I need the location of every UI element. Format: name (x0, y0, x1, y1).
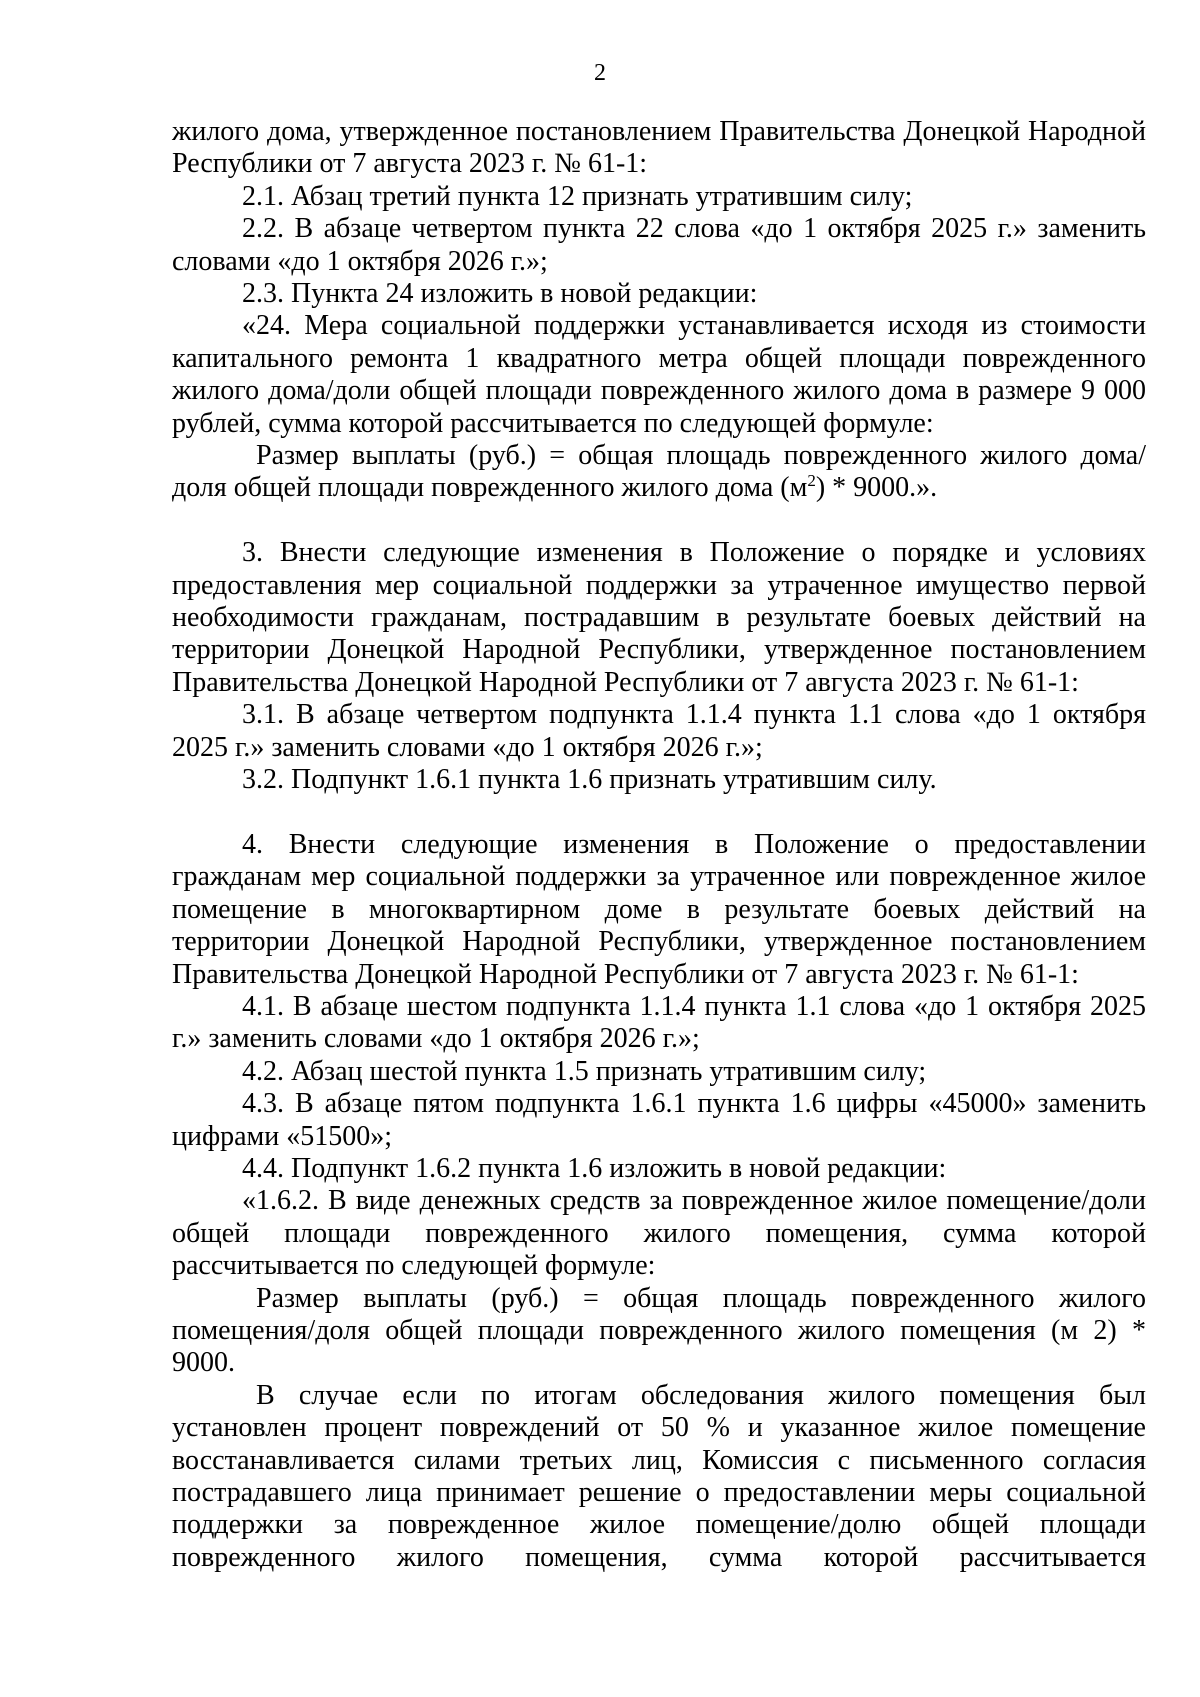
document-body (172, 116, 1146, 1574)
paragraph-4-1: 4.1. В абзаце шестом подпункта 1.1.4 пункта 1.1 слова «до 1 октября 2025 г.» заменить словами «до 1 октября 2026 г.»; (172, 990, 1146, 1055)
formula-house-tail: ) * 9000.». (815, 472, 938, 504)
paragraph-1-6-2-new-wording: «1.6.2. В виде денежных средств за поврежденное жилое помещение/доли общей площади поврежденного жилого помещения, сумма которой рассчитывается по следующей формуле: (172, 1185, 1146, 1282)
paragraph-third-party-restoration: В случае если по итогам обследования жилого помещения был установлен процент повреждений от 50 % и указанное жилое помещение восстанавливается силами третьих лиц, Комиссия с письменного согласия пострадавшего лица принимает решение о предоставлении меры социальной поддержки за поврежденное жилое помещение/долю общей площади поврежденного жилого помещения, сумма которой рассчитывается (172, 1379, 1146, 1573)
paragraph-2-3: 2.3. Пункта 24 изложить в новой редакции: (242, 278, 758, 310)
paragraph-3: 3. Внести следующие изменения в Положение о порядке и условиях предоставления мер социальной поддержки за утраченное имущество первой необходимости гражданам, пострадавшим в результате боевых действий на территории Донецкой Народной Республики, утвержденное постановлением Правительства Донецкой Народной Республики от 7 августа 2023 г. № 61-1: (172, 537, 1146, 698)
paragraph-4-4: 4.4. Подпункт 1.6.2 пункта 1.6 изложить в новой редакции: (242, 1152, 947, 1184)
formula-house-text: Размер выплаты (руб.) = общая площадь поврежденного жилого дома/доля общей площади поврежденного жилого дома (м (172, 440, 1146, 504)
paragraph-2-2: 2.2. В абзаце четвертом пункта 22 слова «до 1 октября 2025 г.» заменить словами «до 1 октября 2026 г.»; (172, 213, 1146, 277)
paragraph-4-2: 4.2. Абзац шестой пункта 1.5 признать утратившим силу; (242, 1055, 927, 1087)
paragraph-4-3: 4.3. В абзаце пятом подпункта 1.6.1 пункта 1.6 цифры «45000» заменить цифрами «51500»; (172, 1088, 1146, 1152)
formula-house (172, 440, 1146, 505)
paragraph-3-1: 3.1. В абзаце четвертом подпункта 1.1.4 пункта 1.1 слова «до 1 октября 2025 г.» заменить словами «до 1 октября 2026 г.»; (172, 699, 1146, 763)
page-number: 2 (594, 60, 606, 86)
paragraph-24-new-wording: «24. Мера социальной поддержки устанавливается исходя из стоимости капитального ремонта 1 квадратного метра общей площади поврежденного жилого дома/доли общей площади поврежденного жилого дома в размере 9 000 рублей, сумма которой рассчитывается по следующей формуле: (172, 310, 1146, 439)
paragraph-2-1: 2.1. Абзац третий пункта 12 признать утратившим силу; (242, 180, 913, 212)
paragraph-intro-continuation: жилого дома, утвержденное постановлением Правительства Донецкой Народной Республики от 7 августа 2023 г. № 61-1: (172, 116, 1146, 180)
formula-apartment: Размер выплаты (руб.) = общая площадь поврежденного жилого помещения/доля общей площади поврежденного жилого помещения (м 2) * 9000. (172, 1282, 1146, 1379)
paragraph-4: 4. Внести следующие изменения в Положение о предоставлении гражданам мер социальной поддержки за утраченное или поврежденное жилое помещение в многоквартирном доме в результате боевых действий на территории Донецкой Народной Республики, утвержденное постановлением Правительства Донецкой Народной Республики от 7 августа 2023 г. № 61-1: (172, 828, 1146, 990)
paragraph-3-2: 3.2. Подпункт 1.6.1 пункта 1.6 признать утратившим силу. (242, 764, 937, 796)
formula-house-superscript: 2 (807, 471, 816, 491)
